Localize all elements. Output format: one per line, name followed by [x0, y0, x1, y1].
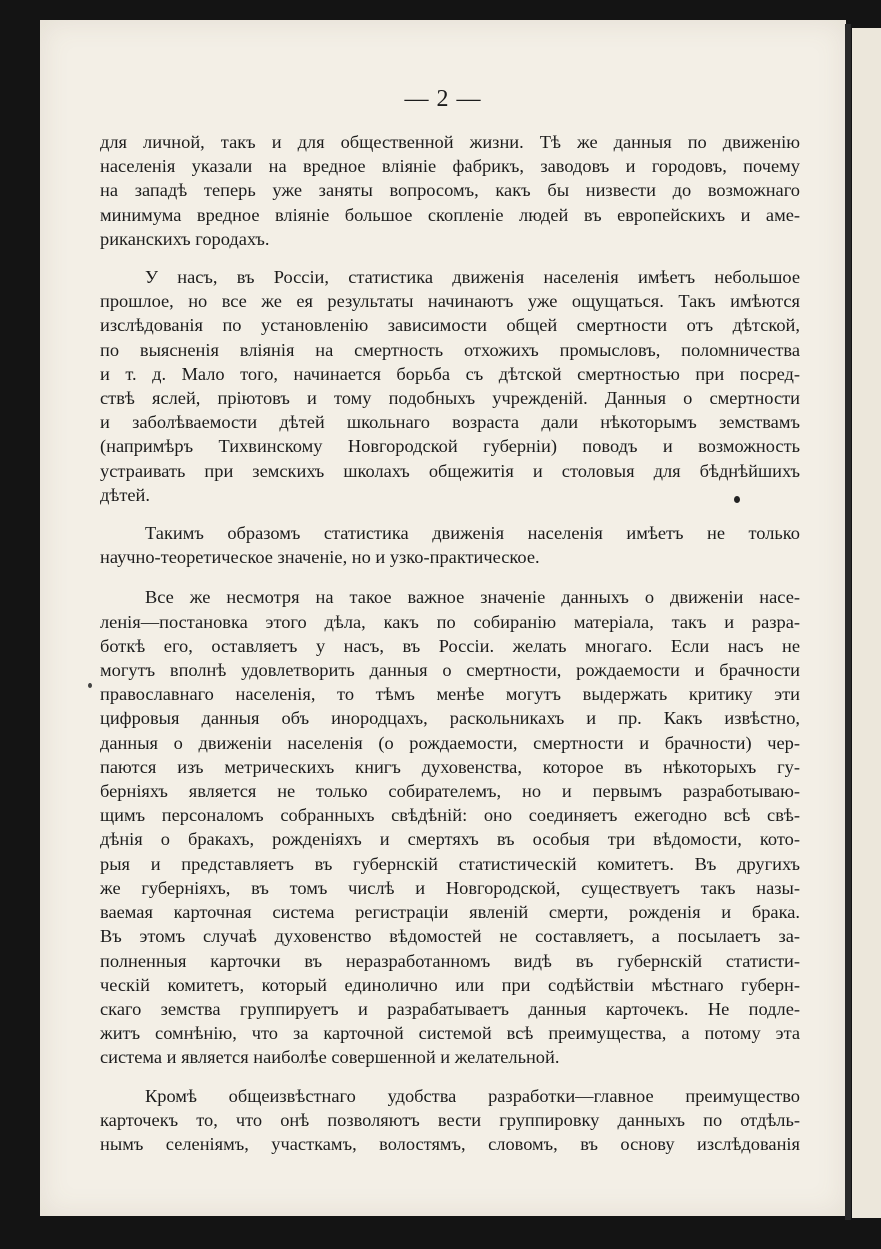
- text-line: данныя о движеніи населенія (о рождаемости, смертности и брачности) чер-: [100, 732, 800, 753]
- text-line: изслѣдованія по установленію зависимости общей смертности отъ дѣтской,: [100, 315, 800, 336]
- paragraph: [100, 585, 800, 1069]
- text-line: дѣтей.: [100, 484, 150, 505]
- text-line: для личной, такъ и для общественной жизни. Тѣ же данныя по движенію: [100, 132, 800, 152]
- text-line: боткѣ его, оставляетъ у насъ, въ Россіи. желать многаго. Если насъ не: [100, 635, 800, 656]
- text-line: У насъ, въ Россіи, статистика движенія населенія имѣетъ небольшое: [145, 267, 800, 288]
- text-line: Все же несмотря на такое важное значеніе данныхъ о движеніи насе-: [145, 587, 800, 608]
- text-line: ваемая карточная система регистраціи явленій смерти, рожденія и брака.: [100, 902, 800, 923]
- text-line: скаго земства группируетъ и разрабатываетъ данныя карточекъ. Не подле-: [100, 998, 800, 1019]
- next-page-edge: [852, 28, 881, 1218]
- page-body: [100, 130, 800, 1156]
- text-line: рыя и представляетъ въ губернскій статистическій комитетъ. Въ другихъ: [100, 853, 800, 874]
- text-line: риканскихъ городахъ.: [100, 228, 270, 249]
- paragraph: [100, 265, 800, 507]
- text-line: же губерніяхъ, въ томъ числѣ и Новгородской, существуетъ такъ назы-: [100, 877, 800, 898]
- text-line: цифровыя данныя объ инородцахъ, раскольникахъ и пр. Какъ извѣстно,: [100, 708, 800, 729]
- text-line: дѣнія о бракахъ, рожденіяхъ и смертяхъ въ особыя три вѣдомости, кото-: [100, 829, 800, 850]
- text-line: ческій комитетъ, который единолично или при содѣйствіи мѣстнаго губерн-: [100, 974, 800, 995]
- text-line: карточекъ то, что онѣ позволяютъ вести группировку данныхъ по отдѣль-: [100, 1109, 800, 1130]
- text-line: по выясненія вліянія на смертность отхожихъ промысловъ, поломничества: [100, 339, 800, 360]
- paragraph: [100, 130, 800, 251]
- text-line: щимъ персоналомъ собранныхъ свѣдѣній: оно соединяетъ ежегодно всѣ свѣ-: [100, 805, 800, 826]
- binding-shadow: [845, 24, 851, 1220]
- text-line: ленія—постановка этого дѣла, какъ по собиранію матеріала, такъ и разра-: [100, 611, 800, 632]
- paragraph: [100, 1084, 800, 1157]
- text-line: берніяхъ является не только собирателемъ, но и первымъ разработываю-: [100, 781, 800, 802]
- text-line: научно-теоретическое значеніе, но и узко-практическое.: [100, 547, 540, 568]
- text-line: (напримѣръ Тихвинскому Новгородской губерніи) поводъ и возможность: [100, 436, 800, 457]
- ink-spot: [734, 496, 740, 503]
- text-line: минимума вредное вліяніе большое скопленіе людей въ европейскихъ и аме-: [100, 204, 800, 225]
- book-page: [40, 20, 846, 1216]
- text-line: и т. д. Мало того, начинается борьба съ дѣтской смертностью при посред-: [100, 363, 800, 384]
- text-line: система и является наиболѣе совершенной и желательной.: [100, 1047, 560, 1068]
- text-line: прошлое, но все же ея результаты начинаютъ уже ощущаться. Такъ имѣются: [100, 291, 800, 312]
- text-line: паются изъ метрическихъ книгъ духовенства, которое въ нѣкоторыхъ гу-: [100, 756, 800, 777]
- text-line: на западѣ теперь уже заняты вопросомъ, какъ бы низвести до возможнаго: [100, 180, 800, 201]
- page-number: — 2 —: [404, 86, 482, 112]
- text-line: устраивать при земскихъ школахъ общежитія и столовыя для бѣднѣйшихъ: [100, 460, 800, 481]
- text-line: Кромѣ общеизвѣстнаго удобства разработки—главное преимущество: [145, 1085, 800, 1106]
- text-line: Такимъ образомъ статистика движенія населенія имѣетъ не только: [145, 523, 800, 544]
- text-line: полненныя карточки въ неразработанномъ видѣ въ губернскій статисти-: [100, 950, 800, 971]
- text-line: ствѣ яслей, пріютовъ и тому подобныхъ учрежденій. Данныя о смертности: [100, 388, 800, 409]
- text-line: православнаго населенія, то тѣмъ менѣе могутъ выдержать критику эти: [100, 684, 800, 705]
- margin-mark: [88, 683, 92, 688]
- text-line: могутъ вполнѣ удовлетворить данныя о смертности, рождаемости и брачности: [100, 660, 800, 681]
- text-line: населенія указали на вредное вліяніе фабрикъ, заводовъ и городовъ, почему: [100, 156, 800, 177]
- text-line: нымъ селеніямъ, участкамъ, волостямъ, словомъ, въ основу изслѣдованія: [100, 1133, 800, 1154]
- text-line: и заболѣваемости дѣтей школьнаго возраста дали нѣкоторымъ земствамъ: [100, 412, 800, 433]
- text-line: житъ сомнѣнію, что за карточной системой всѣ преимущества, а потому эта: [100, 1023, 800, 1044]
- paragraph: [100, 521, 800, 569]
- text-line: Въ этомъ случаѣ духовенство вѣдомостей не составляетъ, а посылаетъ за-: [100, 926, 800, 947]
